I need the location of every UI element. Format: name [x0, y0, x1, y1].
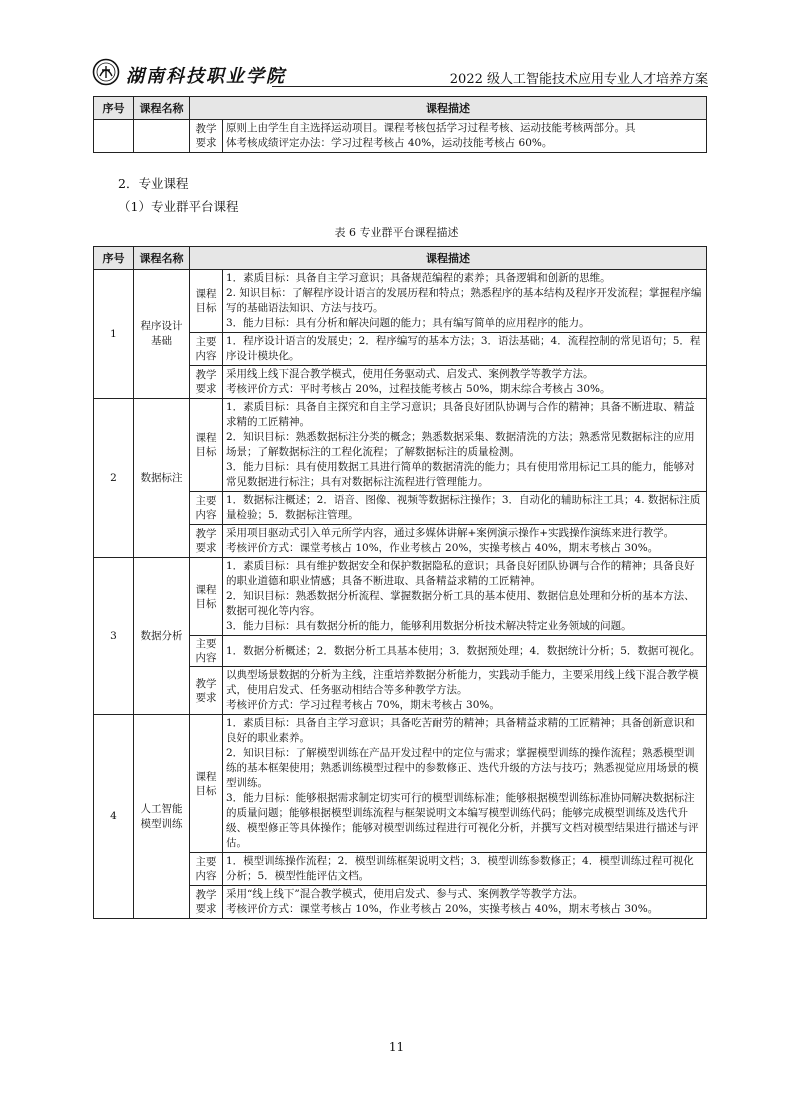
desc-line: 考核评价方式：平时考核占 20%，过程技能考核占 50%，期末综合考核占 30%。 — [226, 383, 611, 395]
page-header — [92, 56, 708, 92]
cell-name — [134, 120, 190, 153]
sub-label-teach: 教学要求 — [190, 886, 223, 919]
course-name: 程序设计基础 — [134, 270, 190, 399]
section-heading: 2．专业课程 — [118, 176, 189, 191]
desc-line: 采用项目驱动式引入单元所学内容，通过多媒体讲解+案例演示操作+实践操作演练来进行教学。 — [226, 527, 675, 539]
desc-line: 考核评价方式：课堂考核占 10%，作业考核占 20%，实操考核占 40%，期末考核占 30%。 — [226, 542, 659, 554]
col-header-desc: 课程描述 — [190, 97, 707, 120]
cell-desc — [223, 120, 707, 153]
desc-line: 原则上由学生自主选择运动项目。课程考核包括学习过程考核、运动技能考核两部分。具 — [226, 122, 636, 134]
sub-label-content: 主要内容 — [190, 636, 223, 667]
desc-line: 3．能力目标：具有数据分析的能力，能够利用数据分析技术解决特定业务领域的问题。 — [226, 620, 632, 632]
section-subheading: （1）专业群平台课程 — [118, 199, 239, 214]
desc-line: 3．能力目标：具有分析和解决问题的能力；具有编写简单的应用程序的能力。 — [226, 317, 590, 329]
table-row — [94, 270, 707, 333]
course-name: 数据分析 — [134, 558, 190, 715]
col-header-name: 课程名称 — [134, 247, 190, 270]
desc-line: 2．知识目标：熟悉数据标注分类的概念；熟悉数据采集、数据清洗的方法；熟悉常见数据标注的应用场景；了解数据标注的工程化流程；了解数据标注的质量检测。 — [226, 431, 695, 458]
sub-label-content: 主要内容 — [190, 492, 223, 525]
desc-line: 考核评价方式：学习过程考核占 70%，期末考核占 30%。 — [226, 699, 500, 711]
table-row — [94, 399, 707, 492]
col-header-name: 课程名称 — [134, 97, 190, 120]
desc-line: 1．数据分析概述；2．数据分析工具基本使用；3．数据预处理；4．数据统计分析；5．数据可视化。 — [226, 644, 701, 657]
sub-label-content: 主要内容 — [190, 853, 223, 886]
desc-line: 1．程序设计语言的发展史；2．程序编写的基本方法；3．语法基础；4．流程控制的常见语句；5．程序设计模块化。 — [226, 335, 701, 362]
table-header-row — [94, 247, 707, 270]
desc-line: 3．能力目标：能够根据需求制定切实可行的模型训练标准；能够根据模型训练标准协同解决数据标注的质量问题；能够根据模型训练流程与框架说明文本编写模型训练代码；能够完成模型训练及迭代升级、模型修正等具体操作；能够对模型训练过程进行可视化分析，并撰写文档对模型结果进行描述与评估。 — [226, 792, 699, 849]
desc-line: 1．素质目标：具备自主学习意识；具备吃苦耐劳的精神；具备精益求精的工匠精神；具备创新意识和良好的职业素养。 — [226, 717, 695, 744]
course-content — [223, 492, 707, 525]
table-row — [94, 558, 707, 636]
platform-course-table — [93, 246, 707, 919]
course-teach — [223, 667, 707, 715]
desc-line: 采用“线上线下”混合教学模式，使用启发式、参与式、案例教学等教学方法。 — [226, 888, 584, 900]
course-goal — [223, 270, 707, 333]
course-no: 4 — [94, 715, 134, 919]
desc-line: 1．素质目标：具备自主探究和自主学习意识；具备良好团队协调与合作的精神；具备不断进取、精益求精的工匠精神。 — [226, 401, 695, 428]
plan-title: 2022 级人工智能技术应用专业人才培养方案 — [449, 72, 708, 87]
course-teach — [223, 886, 707, 919]
table-header-row — [94, 97, 707, 120]
course-teach — [223, 366, 707, 399]
course-content — [223, 853, 707, 886]
header-rule — [272, 86, 708, 87]
col-header-no: 序号 — [94, 247, 134, 270]
desc-line: 考核评价方式：课堂考核占 10%，作业考核占 20%，实操考核占 40%，期末考核占 30%。 — [226, 903, 659, 915]
course-no: 3 — [94, 558, 134, 715]
table-row — [94, 715, 707, 853]
course-name: 数据标注 — [134, 399, 190, 558]
desc-line: 体考核成绩评定办法：学习过程考核占 40%，运动技能考核占 60%。 — [226, 137, 553, 149]
course-name: 人工智能模型训练 — [134, 715, 190, 919]
desc-line: 1．数据标注概述；2．语音、图像、视频等数据标注操作；3．自动化的辅助标注工具；4. 数据标注质量检验；5．数据标注管理。 — [226, 494, 701, 521]
sub-label-goal: 课程目标 — [190, 558, 223, 636]
course-no: 1 — [94, 270, 134, 399]
course-goal — [223, 399, 707, 492]
col-header-desc: 课程描述 — [190, 247, 707, 270]
desc-line: 3．能力目标：具有使用数据工具进行简单的数据清洗的能力；具有使用常用标记工具的能力，能够对常见数据进行标注；具有对数据标注流程进行管理能力。 — [226, 461, 695, 488]
cell-no — [94, 120, 134, 153]
sub-label-teach: 教学要求 — [190, 366, 223, 399]
desc-line: 1．模型训练操作流程；2．模型训练框架说明文档；3．模型训练参数修正；4．模型训练过程可视化分析；5．模型性能评估文档。 — [226, 855, 694, 882]
course-goal — [223, 558, 707, 636]
sub-label-teach: 教学要求 — [190, 525, 223, 558]
desc-line: 1．素质目标：具有维护数据安全和保护数据隐私的意识；具备良好团队协调与合作的精神；具备良好的职业道德和职业情感；具备不断进取、具备精益求精的工匠精神。 — [226, 560, 695, 587]
sub-label-goal: 课程目标 — [190, 399, 223, 492]
school-name: 湖南科技职业学院 — [126, 66, 286, 87]
desc-line: 1．素质目标：具备自主学习意识；具备规范编程的素养；具备逻辑和创新的思维。 — [226, 272, 611, 284]
course-teach — [223, 525, 707, 558]
sub-label-goal: 课程目标 — [190, 270, 223, 333]
table-row — [94, 120, 707, 153]
page-number: 11 — [388, 1040, 405, 1054]
table-caption: 表 6 专业群平台课程描述 — [334, 226, 459, 239]
desc-line: 2. 知识目标：了解程序设计语言的发展历程和特点；熟悉程序的基本结构及程序开发流程；掌握程序编写的基础语法知识、方法与技巧。 — [226, 287, 702, 314]
course-content — [223, 636, 707, 667]
sub-label: 教学要求 — [190, 120, 223, 153]
course-goal — [223, 715, 707, 853]
desc-line: 2．知识目标：熟悉数据分析流程、掌握数据分析工具的基本使用、数据信息处理和分析的基本方法、数据可视化等内容。 — [226, 590, 695, 617]
sub-label-teach: 教学要求 — [190, 667, 223, 715]
sub-label-goal: 课程目标 — [190, 715, 223, 853]
sub-label-content: 主要内容 — [190, 333, 223, 366]
course-no: 2 — [94, 399, 134, 558]
course-content — [223, 333, 707, 366]
desc-line: 采用线上线下混合教学模式，使用任务驱动式、启发式、案例教学等教学方法。 — [226, 368, 594, 380]
desc-line: 以典型场景数据的分析为主线，注重培养数据分析能力，实践动手能力，主要采用线上线下混合教学模式，使用启发式、任务驱动相结合等多种教学方法。 — [226, 669, 699, 696]
school-logo-icon — [92, 58, 120, 86]
col-header-no: 序号 — [94, 97, 134, 120]
prev-course-table — [93, 96, 707, 153]
desc-line: 2．知识目标：了解模型训练在产品开发过程中的定位与需求；掌握模型训练的操作流程；熟悉模型训练的基本框架使用；熟悉训练模型过程中的参数修正、迭代升级的方法与技巧；熟悉视觉应用场景的模型训练。 — [226, 747, 699, 789]
